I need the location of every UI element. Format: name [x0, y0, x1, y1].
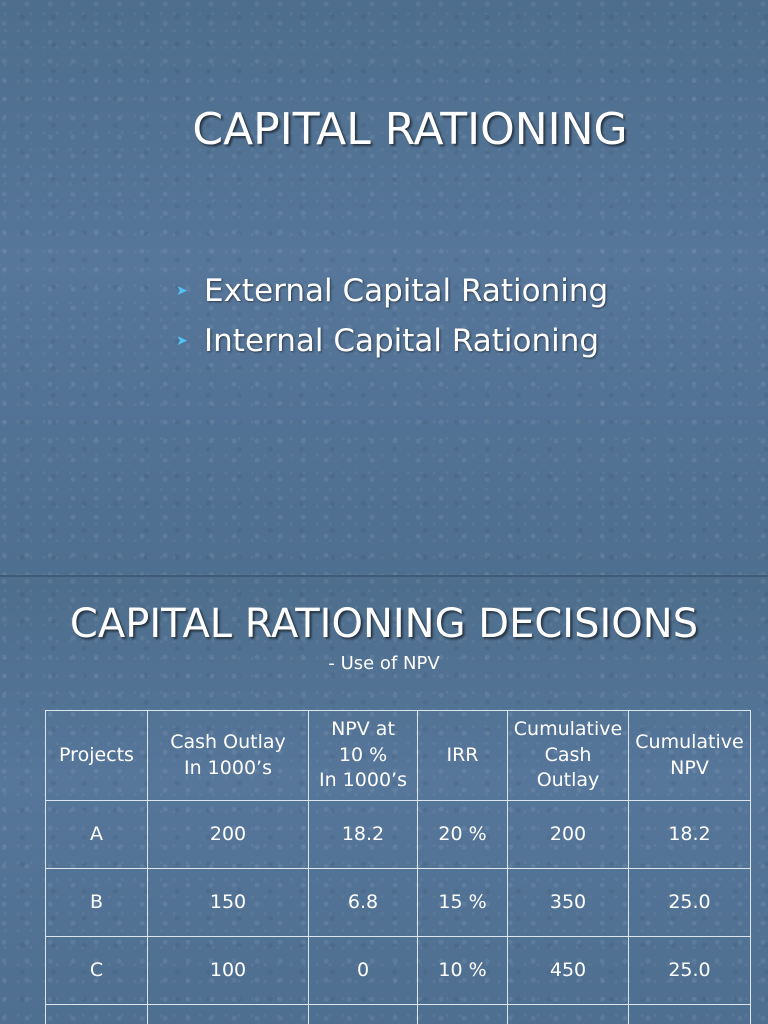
- slide-subtitle: - Use of NPV: [328, 653, 440, 674]
- table-cell: 350: [508, 869, 629, 937]
- table-cell: 18.2: [309, 801, 418, 869]
- header-text: NPV: [670, 756, 709, 779]
- table-cell: 25.0: [629, 869, 751, 937]
- table-cell: 200: [148, 801, 309, 869]
- table-row: [46, 937, 751, 1005]
- header-cumulative-npv: [629, 711, 751, 801]
- bullet-text: Internal Capital Rationing: [204, 323, 600, 359]
- table-cell: C: [46, 937, 148, 1005]
- bullet-text: External Capital Rationing: [204, 273, 609, 309]
- header-npv: [309, 711, 418, 801]
- projects-table: [45, 710, 751, 1024]
- header-text: Cumulative: [513, 718, 623, 741]
- header-text: Cumulative: [635, 730, 744, 753]
- arrow-bullet-icon: ➤: [176, 333, 188, 349]
- arrow-bullet-icon: ➤: [176, 283, 188, 299]
- slide-title: CAPITAL RATIONING DECISIONS: [69, 601, 699, 647]
- bullet-item: [176, 266, 608, 316]
- table-cell: 20 %: [418, 801, 508, 869]
- table-cell: B: [46, 869, 148, 937]
- header-cash-outlay: [148, 711, 309, 801]
- header-text: In 1000’s: [184, 756, 272, 779]
- bullet-item: [176, 316, 608, 366]
- header-projects: [46, 711, 148, 801]
- table-cell: [148, 1005, 309, 1024]
- table-header-row: [46, 711, 751, 801]
- table-row: [46, 1005, 751, 1024]
- table-cell: 15 %: [418, 869, 508, 937]
- table-cell: [309, 1005, 418, 1024]
- table-cell: 0: [309, 937, 418, 1005]
- header-text: 10 %: [338, 743, 388, 766]
- table-cell: [46, 1005, 148, 1024]
- header-irr: [418, 711, 508, 801]
- table-cell: 150: [148, 869, 309, 937]
- table-row: [46, 869, 751, 937]
- slide-title: CAPITAL RATIONING: [192, 104, 628, 155]
- table-cell: [629, 1005, 751, 1024]
- header-text: Projects: [59, 743, 134, 766]
- header-text: Outlay: [536, 769, 600, 792]
- table-row: [46, 801, 751, 869]
- table-cell: [418, 1005, 508, 1024]
- table-cell: 6.8: [309, 869, 418, 937]
- table-cell: 10 %: [418, 937, 508, 1005]
- table-cell: 25.0: [629, 937, 751, 1005]
- table-cell: 18.2: [629, 801, 751, 869]
- header-text: Cash: [544, 743, 592, 766]
- header-text: IRR: [446, 743, 479, 766]
- header-text: In 1000’s: [319, 769, 407, 792]
- table-cell: 450: [508, 937, 629, 1005]
- slide-capital-rationing-decisions: [0, 577, 768, 1024]
- bullet-list: [176, 266, 608, 366]
- header-text: NPV at: [331, 718, 395, 741]
- table-cell: 200: [508, 801, 629, 869]
- table-cell: 100: [148, 937, 309, 1005]
- table-cell: [508, 1005, 629, 1024]
- table-cell: A: [46, 801, 148, 869]
- header-text: Cash Outlay: [170, 730, 286, 753]
- header-cumulative-cash-outlay: [508, 711, 629, 801]
